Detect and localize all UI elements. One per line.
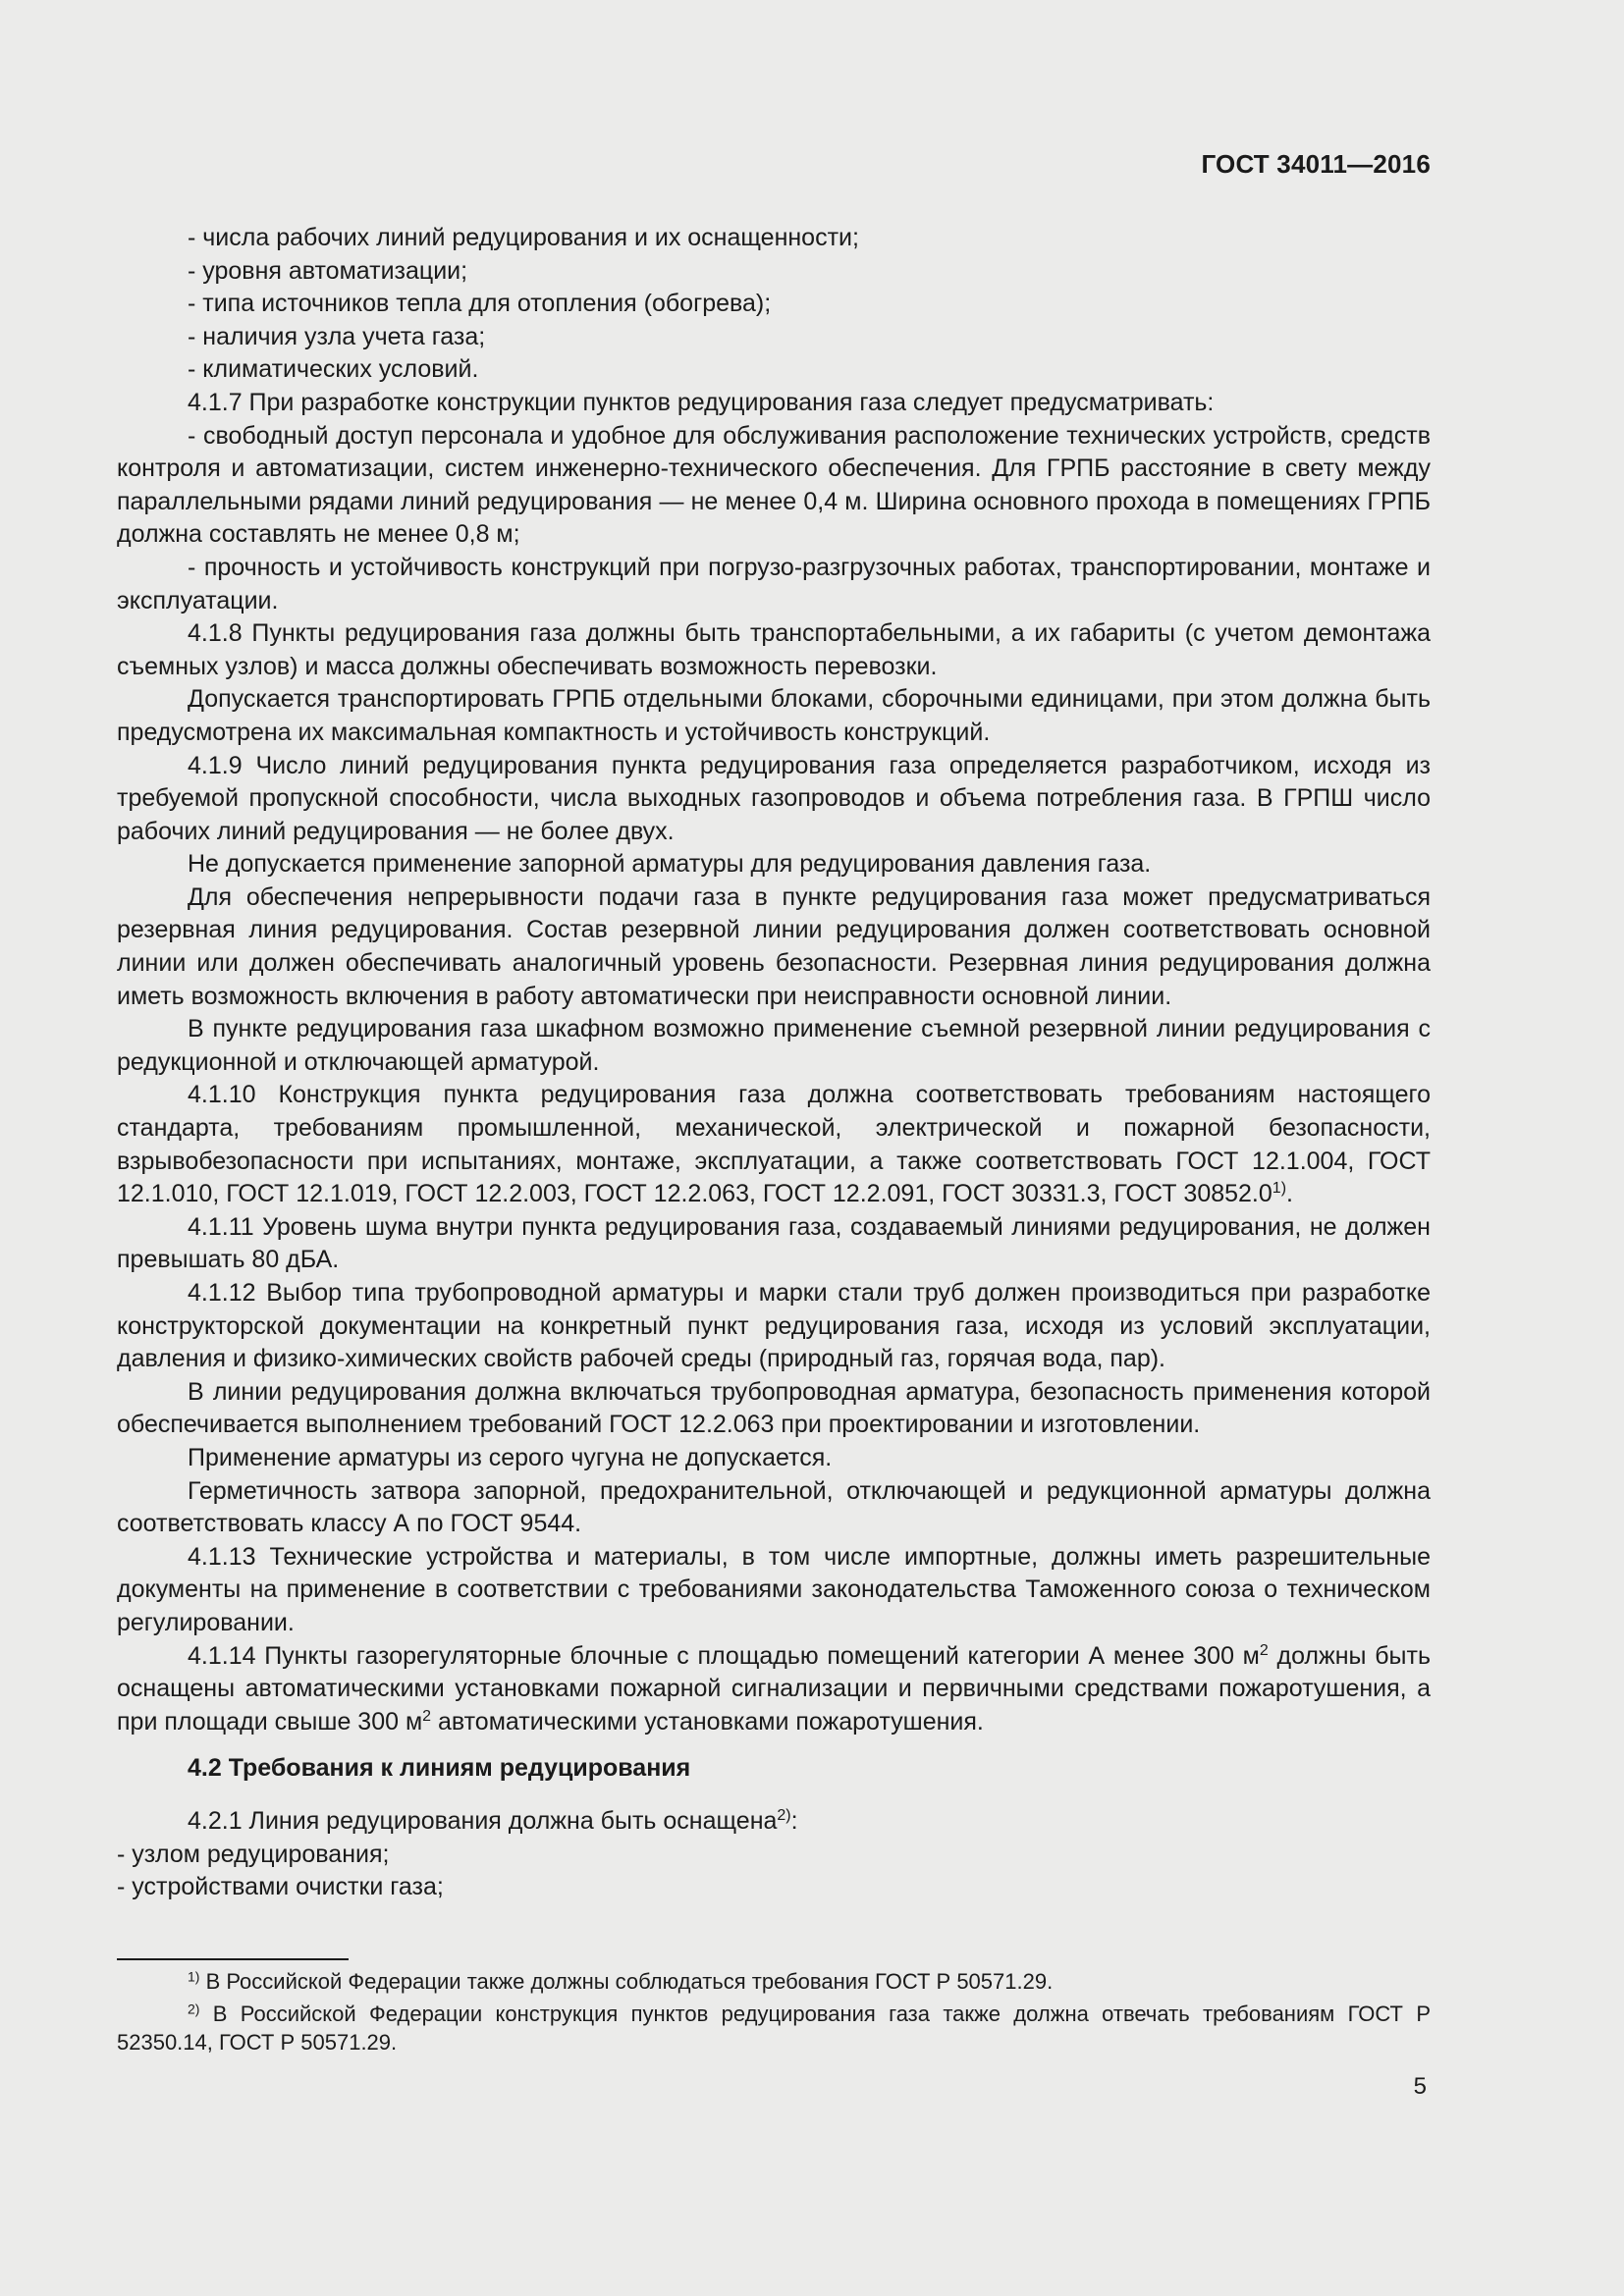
- footnote-ref-2: 2): [777, 1807, 791, 1825]
- clause-4-1-13: 4.1.13 Технические устройства и материалы, в том числе импортные, должны иметь разрешительные документы на применение в соответствии с требованиями законодательства Таможенного союза о техническом регулировании.: [117, 1542, 1431, 1636]
- paragraph: Допускается транспортировать ГРПБ отдельными блоками, сборочными единицами, при этом должна быть предусмотрена их максимальная компактность и устойчивость конструкций.: [117, 685, 1431, 746]
- paragraph-text: должны быть оснащены автоматическими установками пожарной сигнализации и первичными средствами пожаротушения, а при площади свыше 300 м: [117, 1641, 1431, 1735]
- paragraph-text-end: :: [790, 1806, 798, 1835]
- document-body: [117, 222, 1431, 1904]
- standard-header: ГОСТ 34011—2016: [1201, 149, 1431, 179]
- clause-4-2-1: [117, 1805, 1431, 1839]
- clause-4-1-8: 4.1.8 Пункты редуцирования газа должны быть транспортабельными, а их габариты (с учетом демонтажа съемных узлов) и масса должны обеспечивать возможность перевозки.: [117, 619, 1431, 680]
- paragraph: Не допускается применение запорной арматуры для редуцирования давления газа.: [188, 850, 1152, 879]
- list-item: - климатических условий.: [188, 355, 479, 384]
- footnote-ref-1: 1): [1272, 1180, 1287, 1198]
- paragraph: В пункте редуцирования газа шкафном возможно применение съемной резервной линии редуцирования с редукционной и отключающей арматурой.: [117, 1015, 1431, 1076]
- footnote-text: В Российской Федерации также должны соблюдаться требования ГОСТ Р 50571.29.: [199, 1969, 1054, 1994]
- clause-4-1-10: [117, 1079, 1431, 1210]
- clause-4-1-7: 4.1.7 При разработке конструкции пунктов редуцирования газа следует предусматривать:: [188, 388, 1215, 416]
- paragraph-text: 4.1.14 Пункты газорегуляторные блочные с площадью помещений категории А менее 300 м: [188, 1641, 1260, 1670]
- footnote-1: [117, 1967, 1431, 1996]
- paragraph-text: автоматическими установками пожаротушения.: [431, 1707, 984, 1735]
- list-item: - уровня автоматизации;: [188, 256, 468, 285]
- footnote-divider: [117, 1958, 349, 1960]
- paragraph: В линии редуцирования должна включаться трубопроводная арматура, безопасность применения которой обеспечивается выполнением требований ГОСТ 12.2.063 при проектировании и изготовлении.: [117, 1377, 1431, 1439]
- list-item: - устройствами очистки газа;: [117, 1873, 444, 1901]
- paragraph: Герметичность затвора запорной, предохранительной, отключающей и редукционной арматуры должна соответствовать классу А по ГОСТ 9544.: [117, 1476, 1431, 1538]
- superscript: 2: [1259, 1641, 1269, 1659]
- superscript: 2: [422, 1707, 432, 1725]
- footnotes: [117, 1967, 1431, 2060]
- clause-4-1-11: 4.1.11 Уровень шума внутри пункта редуцирования газа, создаваемый линиями редуцирования, не должен превышать 80 дБА.: [117, 1212, 1431, 1274]
- list-item: - типа источников тепла для отопления (обогрева);: [188, 290, 772, 318]
- paragraph-text-end: .: [1286, 1180, 1293, 1208]
- footnote-mark: 2): [188, 2001, 200, 2017]
- list-item: - узлом редуцирования;: [117, 1840, 390, 1868]
- page-number: 5: [1413, 2073, 1427, 2100]
- paragraph: Для обеспечения непрерывности подачи газа в пункте редуцирования газа может предусматриваться резервная линия редуцирования. Состав резервной линии редуцирования должен соответствовать основной линии или должен обеспечивать аналогичный уровень безопасности. Резервная линия редуцирования должна иметь возможность включения в работу автоматически при неисправности основной линии.: [117, 882, 1431, 1010]
- footnote-mark: 1): [188, 1968, 200, 1985]
- list-item: - наличия узла учета газа;: [188, 322, 486, 350]
- clause-4-1-9: 4.1.9 Число линий редуцирования пункта редуцирования газа определяется разработчиком, исходя из требуемой пропускной способности, числа выходных газопроводов и объема потребления газа. В ГРПШ число рабочих линий редуцирования — не более двух.: [117, 751, 1431, 845]
- paragraph: - прочность и устойчивость конструкций при погрузо-разгрузочных работах, транспортировании, монтаже и эксплуатации.: [117, 553, 1431, 614]
- paragraph-text: 4.2.1 Линия редуцирования должна быть оснащена: [188, 1806, 778, 1835]
- section-heading: 4.2 Требования к линиям редуцирования: [188, 1754, 691, 1783]
- footnote-text: В Российской Федерации конструкция пунктов редуцирования газа также должна отвечать требованиям ГОСТ Р 52350.14, ГОСТ Р 50571.29.: [117, 2002, 1431, 2055]
- paragraph: - свободный доступ персонала и удобное для обслуживания расположение технических устройств, средств контроля и автоматизации, систем инженерно-технического обеспечения. Для ГРПБ расстояние в свету между параллельными рядами линий редуцирования — не менее 0,4 м. Ширина основного прохода в помещениях ГРПБ должна составлять не менее 0,8 м;: [117, 421, 1431, 549]
- paragraph: Применение арматуры из серого чугуна не допускается.: [188, 1443, 833, 1471]
- footnote-2: [117, 2000, 1431, 2056]
- clause-4-1-12: 4.1.12 Выбор типа трубопроводной арматуры и марки стали труб должен производиться при разработке конструкторской документации на конкретный пункт редуцирования газа, исходя из условий эксплуатации, давления и физико-химических свойств рабочей среды (природный газ, горячая вода, пар).: [117, 1279, 1431, 1373]
- clause-4-1-14: [117, 1640, 1431, 1739]
- paragraph-text: 4.1.10 Конструкция пункта редуцирования газа должна соответствовать требованиям настоящего стандарта, требованиям промышленной, механической, электрической и пожарной безопасности, взрывобезопасности при испытаниях, монтаже, эксплуатации, а также соответствовать ГОСТ 12.1.004, ГОСТ 12.1.010, ГОСТ 12.1.019, ГОСТ 12.2.003, ГОСТ 12.2.063, ГОСТ 12.2.091, ГОСТ 30331.3, ГОСТ 30852.0: [117, 1081, 1431, 1208]
- list-item: - числа рабочих линий редуцирования и их оснащенности;: [188, 224, 859, 251]
